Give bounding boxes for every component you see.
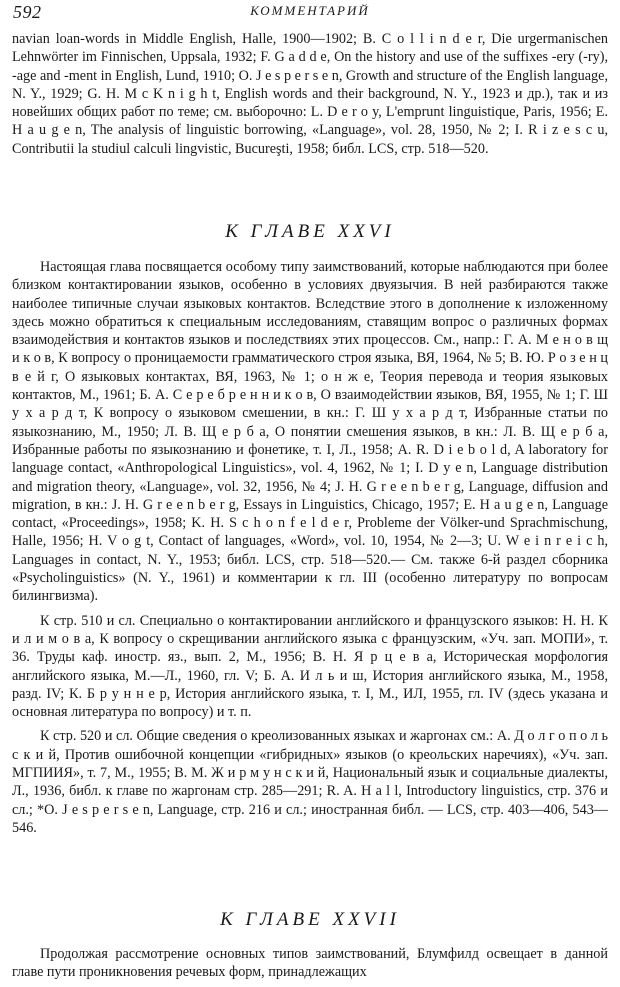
page-header	[10, 0, 610, 22]
chapter-26-paragraph-2: К стр. 510 и сл. Специально о контактировании английского и французского языков: Н. Н. К и л и м о в а, К вопросу о скрещивании английского языка с французским, «Уч. зап. МОПИ», т. 36. Труды каф. иностр. яз., вып. 2, М., 1956; В. Н. Я р ц е в а, Историческая морфология английского языка, М.—Л., 1960, гл. V; Б. А. И л ь и ш, История английского языка, М., 1958, разд. IV; К. Б р у н н е р, История английского языка, т. I, М., ИЛ, 1955, гл. IV (здесь указана и основная литература по вопросу) и т. п.	[12, 612, 608, 721]
chapter-27-body	[12, 945, 608, 982]
chapter-26-heading: К ГЛАВЕ XXVI	[225, 221, 395, 242]
chapter-27-heading: К ГЛАВЕ XXVII	[220, 909, 400, 930]
running-title: КОММЕНТАРИЙ	[250, 3, 370, 18]
chapter-26-body	[12, 258, 608, 837]
continuation-paragraph: navian loan-words in Middle English, Halle, 1900—1902; B. C o l l i n d e r, Die urgermanischen Lehnwörter im Finnischen, Uppsala, 1932; F. G a d d e, On the history and use of the suffixes -ery (-ry), -age and -ment in English, Lund, 1910; O. J e s p e r s e n, Growth and structure of the English language, N. Y., 1929; G. H. M c K n i g h t, English words and their background, N. Y., 1923 и др.), так и из новейших общих работ по теме; см. выборочно: L. D e r o y, L'emprunt linguistique, Paris, 1956; E. H a u g e n, The analysis of linguistic borrowing, «Language», vol. 28, 1950, № 2; I. R i z e s c u, Contributii la studiul calculi lingvistic, Bucureşti, 1958; библ. LCS, стр. 518—520.	[12, 31, 608, 157]
continuation-paragraph-block	[12, 30, 608, 158]
chapter-26-paragraph-1: Настоящая глава посвящается особому типу заимствований, которые наблюдаются при более близком контактировании языков, особенно в условиях двуязычия. В ней разбираются также наиболее типичные случаи языковых контактов. Вследствие этого в дополнение к изложенному здесь можно обратиться к специальным исследованиям, ставящим вопрос о различных формах взаимодействия и контактов языков и последствиях этих процессов. См., напр.: Г. А. М е н о в щ и к о в, К вопросу о проницаемости грамматического строя языка, ВЯ, 1964, № 5; В. Ю. Р о з е н ц в е й г, О языковых контактах, ВЯ, 1963, № 1; о н ж е, Теория перевода и теория языковых контактов, М., 1961; Б. А. С е р е б р е н н и к о в, О взаимодействии языков, ВЯ, 1955, № 1; Г. Ш у х а р д т, К вопросу о языковом смешении, в кн.: Г. Ш у х а р д т, Избранные статьи по языкознанию, М., 1950; Л. В. Щ е р б а, О понятии смешения языков, в кн.: Л. В. Щ е р б а, Избранные работы по языкознанию и фонетике, т. I, Л., 1958; A. R. D i e b o l d, A laboratory for language contact, «Anthropological Linguistics», vol. 4, 1962, № 1; I. D y e n, Language distribution and migration theory, «Language», vol. 32, 1956, № 4; J. H. G r e e n b e r g, Language, diffusion and migration, в кн.: J. H. G r e e n b e r g, Essays in Linguistics, Chicago, 1957; E. H a u g e n, Language contact, «Proceedings», 1958; K. H. S c h o n f e l d e r, Probleme der Völker-und Sprachmischung, Halle, 1956; H. V o g t, Contact of languages, «Word», vol. 10, 1954, № 2—3; U. W e i n r e i c h, Languages in contact, N. Y., 1953; библ. LCS, стр. 518—520.— См. также 6-й раздел сборника «Psycholinguistics» (N. Y., 1961) и комментарии к гл. III (особенно литературу по вопросам билингвизма).	[12, 259, 608, 605]
chapter-26-paragraph-3: К стр. 520 и сл. Общие сведения о креолизованных языках и жаргонах см.: А. Д о л г о п о л ь с к и й, Против ошибочной концепции «гибридных» языков (о креольских наречиях), «Уч. зап. МГПИИЯ», т. 7, М., 1955; В. М. Ж и р м у н с к и й, Национальный язык и социальные диалекты, Л., 1936, библ. к главе по жаргонам стр. 285—291; R. A. H a l l, Introductory linguistics, стр. 376 и сл.; *O. J e s p e r s e n, Language, стр. 216 и сл.; иностранная библ. — LCS, стр. 403—406, 543—546.	[12, 728, 608, 836]
chapter-27-paragraph-1: Продолжая рассмотрение основных типов заимствований, Блумфилд освещает в данной главе пути проникновения речевых форм, принадлежащих	[12, 946, 608, 981]
page-number: 592	[13, 2, 42, 22]
